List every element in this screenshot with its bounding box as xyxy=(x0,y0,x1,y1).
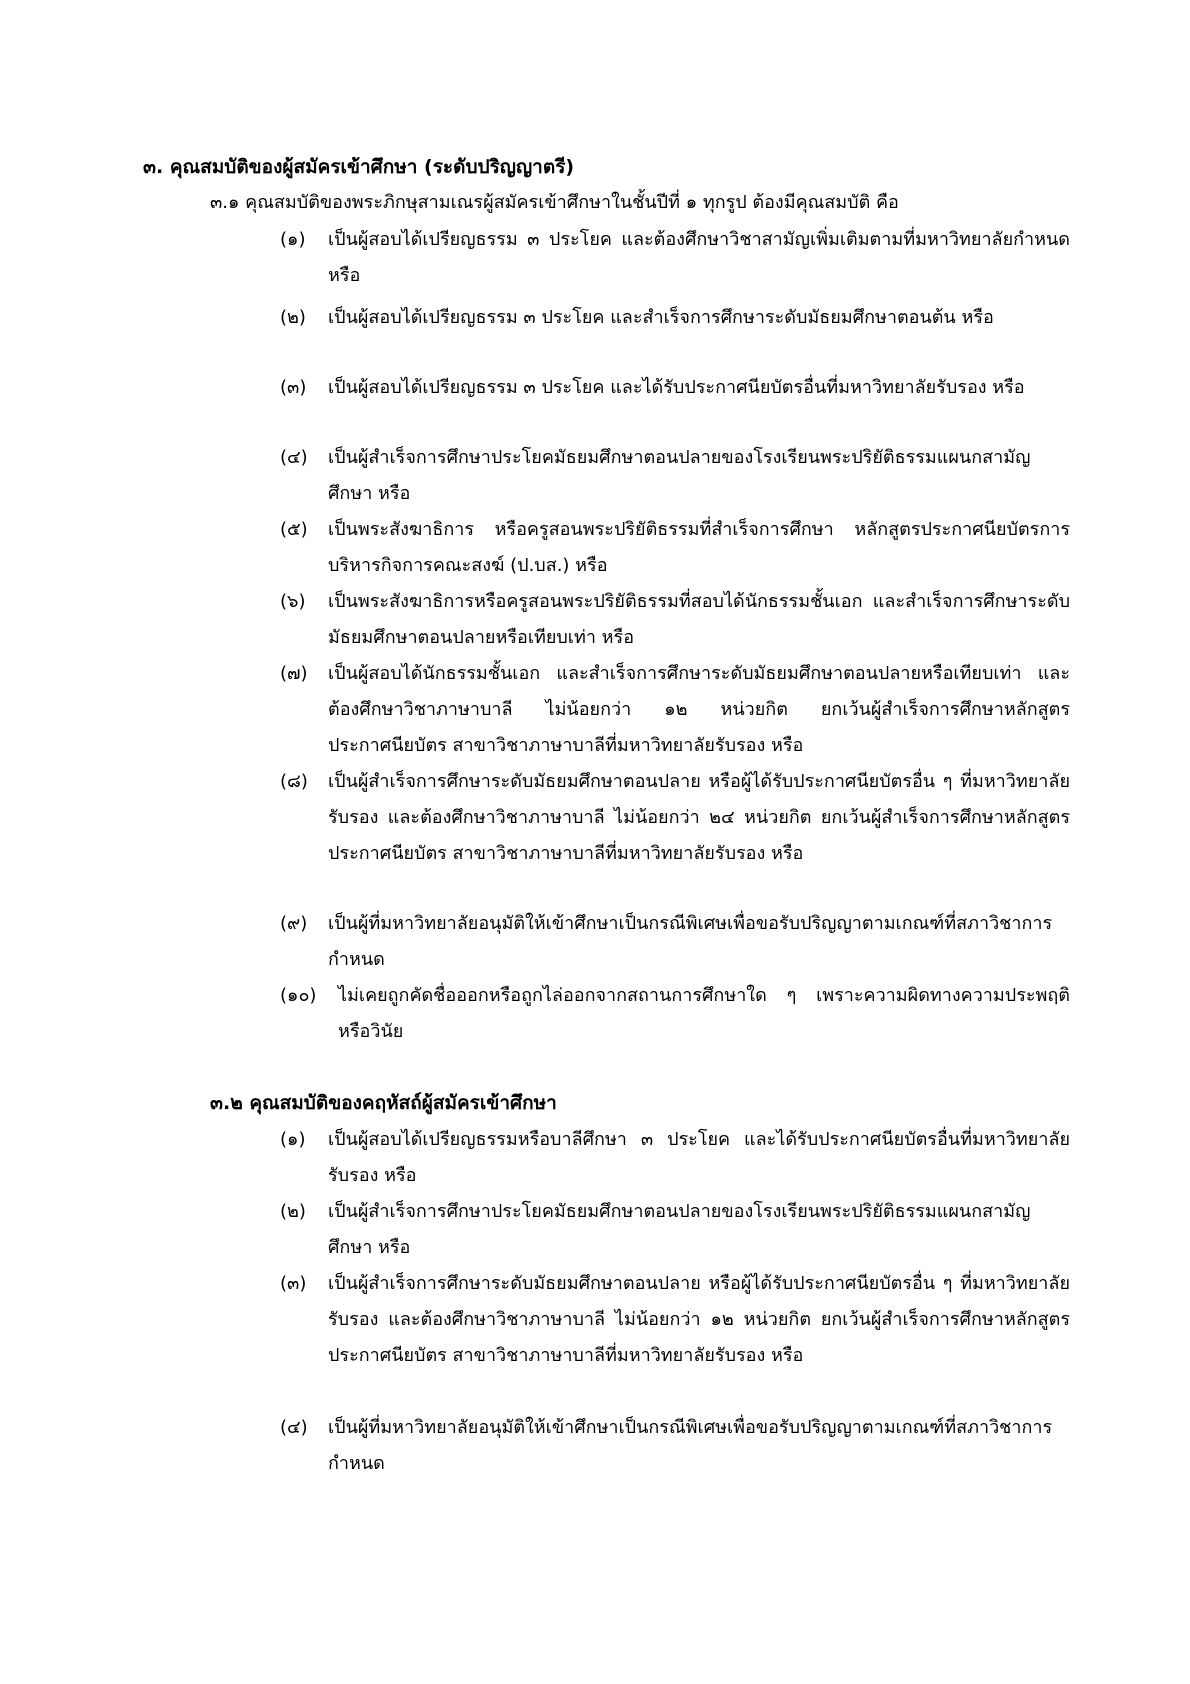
section-3-heading: ๓. คุณสมบัติของผู้สมัครเข้าศึกษา (ระดับปริญญาตรี) xyxy=(143,156,575,178)
item-text: เป็นผู้ที่มหาวิทยาลัยอนุมัติให้เข้าศึกษาเป็นกรณีพิเศษเพื่อขอรับปริญญาตามเกณฑ์ที่สภาวิชาการกำหนด xyxy=(328,1417,1053,1474)
item-text: เป็นผู้สอบได้เปรียญธรรม ๓ ประโยค และได้รับประกาศนียบัตรอื่นที่มหาวิทยาลัยรับรอง หรือ xyxy=(328,377,1025,398)
list-item xyxy=(280,584,1070,656)
item-number: (๔) xyxy=(280,447,308,468)
item-number: (๗) xyxy=(280,663,308,684)
list-item xyxy=(280,906,1070,978)
list-item xyxy=(280,440,1070,512)
item-number: (๑๐) xyxy=(280,985,317,1006)
list-item xyxy=(280,978,1070,1050)
item-text: เป็นผู้สอบได้เปรียญธรรมหรือบาลีศึกษา ๓ ประโยค และได้รับประกาศนียบัตรอื่นที่มหาวิทยาลัยรับรอง หรือ xyxy=(328,1129,1070,1186)
item-number: (๖) xyxy=(280,591,306,612)
list-item xyxy=(280,512,1070,584)
item-text: เป็นผู้สำเร็จการศึกษาประโยคมัธยมศึกษาตอนปลายของโรงเรียนพระปริยัติธรรมแผนกสามัญศึกษา หรือ xyxy=(328,447,1031,504)
item-text: เป็นผู้ที่มหาวิทยาลัยอนุมัติให้เข้าศึกษาเป็นกรณีพิเศษเพื่อขอรับปริญญาตามเกณฑ์ที่สภาวิชาการกำหนด xyxy=(328,913,1053,970)
item-text: ไม่เคยถูกคัดชื่อออกหรือถูกไล่ออกจากสถานการศึกษาใด ๆ เพราะความผิดทางความประพฤติ หรือวินัย xyxy=(338,985,1070,1042)
section-3-2-heading: ๓.๒ คุณสมบัติของคฤหัสถ์ผู้สมัครเข้าศึกษา xyxy=(210,1092,557,1114)
item-number: (๒) xyxy=(280,307,306,328)
item-text: เป็นผู้สำเร็จการศึกษาระดับมัธยมศึกษาตอนปลาย หรือผู้ได้รับประกาศนียบัตรอื่น ๆ ที่มหาวิทยาลัยรับรอง และต้องศึกษาวิชาภาษาบาลี ไม่น้อยกว่า ๒๔ หน่วยกิต ยกเว้นผู้สำเร็จการศึกษาหลักสูตรประกาศนียบัตร สาขาวิชาภาษาบาลีที่มหาวิทยาลัยรับรอง หรือ xyxy=(328,771,1070,864)
item-number: (๕) xyxy=(280,519,308,540)
item-number: (๔) xyxy=(280,1417,308,1438)
list-item xyxy=(280,656,1070,764)
list-item xyxy=(280,1266,1070,1374)
item-number: (๓) xyxy=(280,1273,307,1294)
item-text: เป็นพระสังฆาธิการ หรือครูสอนพระปริยัติธรรมที่สำเร็จการศึกษา หลักสูตรประกาศนียบัตรการบริหารกิจการคณะสงฆ์ (ป.บส.) หรือ xyxy=(328,519,1070,576)
item-number: (๘) xyxy=(280,771,308,792)
list-item xyxy=(280,1410,1070,1482)
list-item xyxy=(280,1122,1070,1194)
item-text: เป็นผู้สอบได้เปรียญธรรม ๓ ประโยค และต้องศึกษาวิชาสามัญเพิ่มเติมตามที่มหาวิทยาลัยกำหนด หรือ xyxy=(328,229,1070,286)
item-text: เป็นผู้สำเร็จการศึกษาประโยคมัธยมศึกษาตอนปลายของโรงเรียนพระปริยัติธรรมแผนกสามัญศึกษา หรือ xyxy=(328,1201,1031,1258)
item-number: (๑) xyxy=(280,1129,306,1150)
item-number: (๒) xyxy=(280,1201,306,1222)
item-text: เป็นผู้สอบได้นักธรรมชั้นเอก และสำเร็จการศึกษาระดับมัธยมศึกษาตอนปลายหรือเทียบเท่า และต้องศึกษาวิชาภาษาบาลี ไม่น้อยกว่า ๑๒ หน่วยกิต ยกเว้นผู้สำเร็จการศึกษาหลักสูตรประกาศนียบัตร สาขาวิชาภาษาบาลีที่มหาวิทยาลัยรับรอง หรือ xyxy=(328,663,1070,756)
item-number: (๑) xyxy=(280,229,306,250)
list-item xyxy=(280,1194,1070,1266)
list-item xyxy=(280,764,1070,872)
list-item xyxy=(280,300,1070,336)
item-text: เป็นพระสังฆาธิการหรือครูสอนพระปริยัติธรรมที่สอบได้นักธรรมชั้นเอก และสำเร็จการศึกษาระดับมัธยมศึกษาตอนปลายหรือเทียบเท่า หรือ xyxy=(328,591,1070,648)
item-number: (๙) xyxy=(280,913,308,934)
item-number: (๓) xyxy=(280,377,307,398)
list-item xyxy=(280,222,1070,294)
item-text: เป็นผู้สำเร็จการศึกษาระดับมัธยมศึกษาตอนปลาย หรือผู้ได้รับประกาศนียบัตรอื่น ๆ ที่มหาวิทยาลัยรับรอง และต้องศึกษาวิชาภาษาบาลี ไม่น้อยกว่า ๑๒ หน่วยกิต ยกเว้นผู้สำเร็จการศึกษาหลักสูตรประกาศนียบัตร สาขาวิชาภาษาบาลีที่มหาวิทยาลัยรับรอง หรือ xyxy=(328,1273,1070,1366)
list-item xyxy=(280,370,1070,406)
section-3-1-intro: ๓.๑ คุณสมบัติของพระภิกษุสามเณรผู้สมัครเข้าศึกษาในชั้นปีที่ ๑ ทุกรูป ต้องมีคุณสมบัติ คือ xyxy=(210,192,899,213)
item-text: เป็นผู้สอบได้เปรียญธรรม ๓ ประโยค และสำเร็จการศึกษาระดับมัธยมศึกษาตอนต้น หรือ xyxy=(328,307,994,328)
